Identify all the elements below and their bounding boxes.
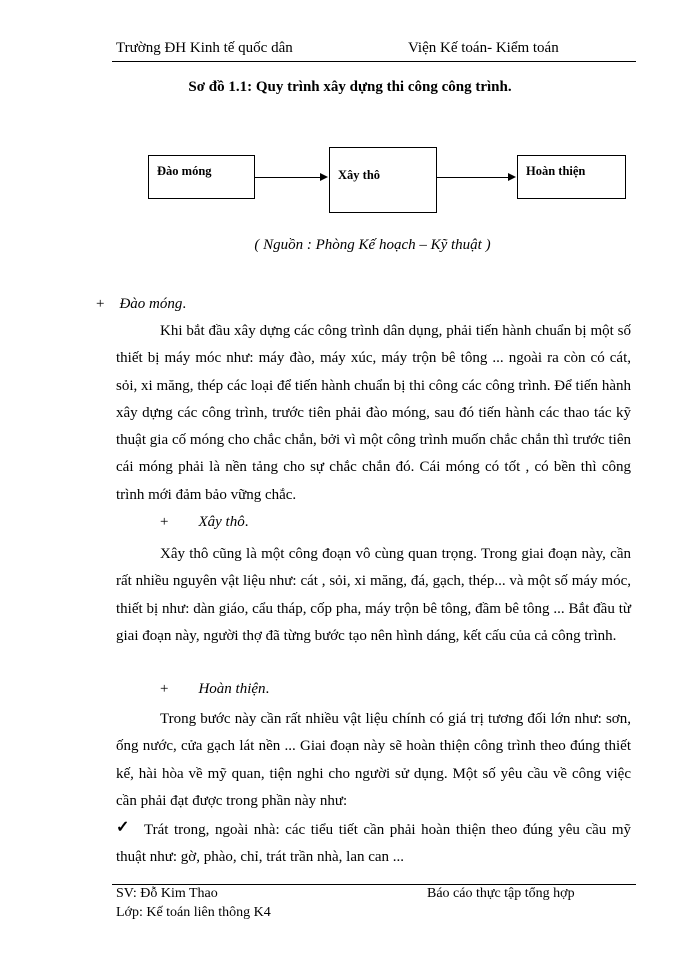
footer-student: SV: Đỗ Kim Thao (116, 886, 218, 901)
section-body-xay-tho: Xây thô cũng là một công đoạn vô cùng quan trọng. Trong giai đoạn này, cần rất nhiều nguyên vật liệu như: cát , sỏi, xi măng, đá, gạch, thép... và một số máy móc, thiết bị như: dàn giáo, cẩu tháp, cốp pha, máy trộn bê tông, đầm bê tông ... Bắt đầu từ giai đoạn này, người thợ đã từng bước tạo nên hình dáng, kết cấu của cả công trình. (116, 546, 631, 644)
diagram-title: Sơ đồ 1.1: Quy trình xây dựng thi công công trình. (188, 79, 512, 95)
arrow-line (437, 177, 509, 178)
section-body-hoan-thien: Trong bước này cần rất nhiều vật liệu chính có giá trị tương đối lớn như: sơn, ống nước, cửa gạch lát nền ... Giai đoạn này sẽ hoàn thiện công trình theo đúng thiết kế, hài hòa về mỹ quan, tiện nghi cho người sử dụng. Một số yêu cầu về công việc cần phải đạt được trong phần này như: (116, 711, 631, 809)
section-heading-text: Hoàn thiện (198, 681, 266, 697)
section-heading-hoan-thien (160, 681, 269, 698)
heading-suffix: . (244, 514, 249, 530)
section-heading-xay-tho (160, 514, 248, 531)
heading-suffix: . (265, 681, 270, 697)
footer-rule (112, 884, 636, 885)
arrow-line (255, 177, 321, 178)
step-label: Hoàn thiện (526, 164, 586, 178)
bullet-marker: + (96, 296, 105, 312)
header-school: Trường ĐH Kinh tế quốc dân (116, 40, 293, 56)
section-heading-text: Đào móng (119, 296, 183, 312)
section-heading-dao-mong (96, 296, 186, 313)
bullet-marker: + (160, 514, 169, 530)
section-heading-text: Xây thô (198, 514, 245, 530)
section-body-dao-mong: Khi bắt đầu xây dựng các công trình dân dụng, phải tiến hành chuẩn bị một số thiết bị máy móc như: máy đào, máy xúc, máy trộn bê tông ... ngoài ra còn có cát, sỏi, xi măng, thép các loại để tiến hành chuẩn bị thi công các công trình. Để tiến hành xây dựng các công trình, trước tiên phải đào móng, sau đó tiến hành các thao tác kỹ thuật gia cố móng cho chắc chắn, bởi vì một công trình muốn chắc chắn thì trước tiên cái móng phải là nền tảng cho sự chắc chắn đó. Cái móng có tốt , có bền thì công trình mới đảm bảo vững chắc. (116, 323, 631, 503)
footer-report: Báo cáo thực tập tổng hợp (427, 886, 575, 901)
header-rule (112, 61, 636, 62)
heading-suffix: . (182, 296, 187, 312)
check-icon: ✓ (116, 819, 130, 836)
step-label: Đào móng (157, 164, 212, 178)
step-box-hoan-thien (517, 155, 626, 199)
arrow-head-icon (508, 173, 516, 181)
diagram-source: ( Nguồn : Phòng Kế hoạch – Kỹ thuật ) (254, 237, 491, 253)
arrow-head-icon (320, 173, 328, 181)
bullet-marker: + (160, 681, 169, 697)
step-box-xay-tho (329, 147, 437, 213)
header-institute: Viện Kế toán- Kiểm toán (408, 40, 559, 56)
step-label: Xây thô (338, 168, 381, 182)
checklist-item: Trát trong, ngoài nhà: các tiểu tiết cần phải hoàn thiện theo đúng yêu cầu mỹ thuật như: gờ, phào, chỉ, trát trần nhà, lan can ... (116, 822, 631, 866)
footer-class: Lớp: Kế toán liên thông K4 (116, 905, 271, 920)
step-box-dao-mong (148, 155, 255, 199)
